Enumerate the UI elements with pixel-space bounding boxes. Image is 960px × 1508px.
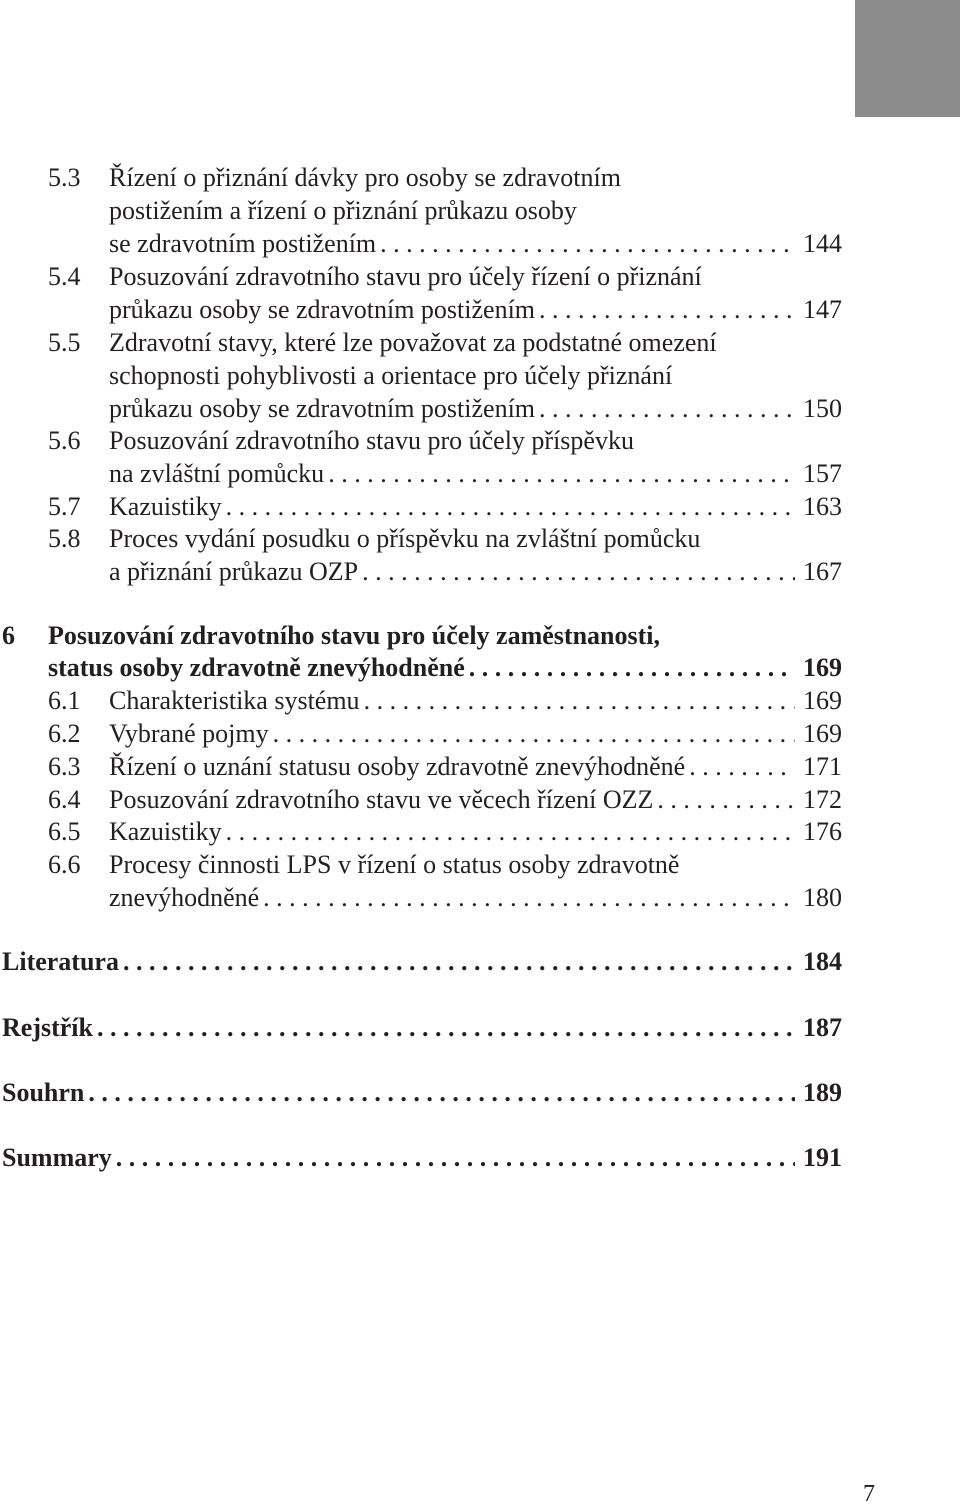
toc-page-number: 157	[795, 457, 842, 491]
dot-leader	[539, 293, 795, 327]
toc-title: se zdravotním postižením	[109, 227, 380, 261]
dot-leader	[123, 945, 795, 979]
page-number: 7	[863, 1481, 875, 1507]
toc-number: 6.4	[48, 785, 81, 814]
toc-title: Proces vydání posudku o příspěvku na zvláštní pomůcku	[109, 524, 701, 553]
toc-entry-literatura[interactable]	[0, 945, 842, 979]
toc-title: a přiznání průkazu OZP	[109, 555, 362, 589]
dot-leader	[263, 881, 795, 915]
toc-page-number: 171	[795, 750, 842, 784]
toc-entry-5-8-line1	[0, 522, 842, 556]
toc-entry-5-3-line1	[0, 161, 842, 195]
toc-entry-5-4-line1	[0, 260, 842, 294]
toc-entry-6-5[interactable]	[0, 815, 842, 849]
toc-title: Řízení o přiznání dávky pro osoby se zdravotním	[109, 163, 621, 192]
toc-number: 5.8	[48, 524, 81, 553]
dot-leader	[689, 750, 795, 784]
toc-chapter-title: Souhrn	[2, 1076, 88, 1110]
dot-leader	[273, 717, 795, 751]
toc-chapter-title: Posuzování zdravotního stavu pro účely zaměstnanosti,	[48, 621, 660, 650]
toc-entry-5-5-line1	[0, 326, 842, 360]
toc-chapter-6-line2[interactable]	[0, 651, 842, 685]
toc-chapter-title: Summary	[2, 1141, 116, 1175]
toc-page-number: 187	[795, 1011, 842, 1045]
toc-entry-6-1[interactable]	[0, 684, 842, 718]
toc-page-number: 169	[795, 651, 842, 685]
toc-page-number: 191	[795, 1141, 842, 1175]
toc-number: 5.3	[48, 163, 81, 192]
toc-number: 5.6	[48, 426, 81, 455]
toc-entry-5-3-line2	[0, 194, 842, 228]
toc-number: 5.4	[48, 262, 81, 291]
toc-entry-6-6-line1	[0, 848, 842, 882]
dot-leader	[116, 1141, 795, 1175]
toc-page-number: 189	[795, 1076, 842, 1110]
toc-page-number: 163	[795, 490, 842, 524]
toc-entry-6-3[interactable]	[0, 750, 842, 784]
dot-leader	[226, 490, 795, 524]
toc-title: Kazuistiky	[109, 490, 226, 524]
toc-chapter-title: Literatura	[2, 945, 123, 979]
dot-leader	[539, 392, 795, 426]
toc-title: průkazu osoby se zdravotním postižením	[109, 293, 539, 327]
toc-number: 6.2	[48, 719, 81, 748]
toc-page-number: 147	[795, 293, 842, 327]
toc-page-number: 167	[795, 555, 842, 589]
dot-leader	[362, 555, 795, 589]
dot-leader	[469, 651, 795, 685]
toc-entry-5-5-line2	[0, 359, 842, 393]
toc-entry-5-4-line2[interactable]	[0, 293, 842, 327]
toc-page-number: 150	[795, 392, 842, 426]
toc-chapter-title: status osoby zdravotně znevýhodněné	[48, 651, 469, 685]
toc-entry-5-6-line2[interactable]	[0, 457, 842, 491]
toc-entry-souhrn[interactable]	[0, 1076, 842, 1110]
toc-number: 6.3	[48, 752, 81, 781]
dot-leader	[364, 684, 795, 718]
toc-entry-5-6-line1	[0, 424, 842, 458]
dot-leader	[657, 783, 795, 817]
toc-title: Charakteristika systému	[109, 684, 364, 718]
toc-page-number: 172	[795, 783, 842, 817]
toc-chapter-title: Rejstřík	[2, 1011, 97, 1045]
dot-leader	[88, 1076, 795, 1110]
toc-title: Řízení o uznání statusu osoby zdravotně znevýhodněné	[109, 750, 689, 784]
chapter-tab-marker	[855, 0, 960, 117]
toc-number: 6.5	[48, 817, 81, 846]
toc-title: Posuzování zdravotního stavu pro účely příspěvku	[109, 426, 634, 455]
toc-page-number: 184	[795, 945, 842, 979]
toc-entry-5-5-line3[interactable]	[0, 392, 842, 426]
toc-page-number: 144	[795, 227, 842, 261]
dot-leader	[328, 457, 795, 491]
toc-page-number: 169	[795, 717, 842, 751]
toc-chapter-number: 6	[2, 621, 15, 650]
toc-entry-summary[interactable]	[0, 1141, 842, 1175]
toc-entry-5-7[interactable]	[0, 490, 842, 524]
toc-title: postižením a řízení o přiznání průkazu osoby	[109, 196, 577, 225]
toc-number: 6.1	[48, 686, 81, 715]
toc-title: znevýhodněné	[109, 881, 263, 915]
toc-entry-6-2[interactable]	[0, 717, 842, 751]
toc-title: Posuzování zdravotního stavu pro účely řízení o přiznání	[109, 262, 702, 291]
toc-chapter-6-line1	[0, 619, 842, 653]
toc-title: Vybrané pojmy	[109, 717, 273, 751]
dot-leader	[226, 815, 795, 849]
toc-title: Zdravotní stavy, které lze považovat za podstatné omezení	[109, 328, 717, 357]
toc-title: Kazuistiky	[109, 815, 226, 849]
toc-entry-5-8-line2[interactable]	[0, 555, 842, 589]
toc-title: schopnosti pohyblivosti a orientace pro účely přiznání	[109, 361, 673, 390]
toc-title: Posuzování zdravotního stavu ve věcech řízení OZZ	[109, 783, 657, 817]
toc-page-number: 176	[795, 815, 842, 849]
dot-leader	[97, 1011, 795, 1045]
toc-entry-5-3-line3[interactable]	[0, 227, 842, 261]
toc-number: 6.6	[48, 850, 81, 879]
toc-title: průkazu osoby se zdravotním postižením	[109, 392, 539, 426]
dot-leader	[380, 227, 795, 261]
toc-entry-6-4[interactable]	[0, 783, 842, 817]
toc-entry-6-6-line2[interactable]	[0, 881, 842, 915]
toc-page-number: 180	[795, 881, 842, 915]
toc-entry-rejstrik[interactable]	[0, 1011, 842, 1045]
toc-number: 5.7	[48, 492, 81, 521]
toc-title: na zvláštní pomůcku	[109, 457, 328, 491]
toc-title: Procesy činnosti LPS v řízení o status osoby zdravotně	[109, 850, 680, 879]
toc-page-number: 169	[795, 684, 842, 718]
toc-number: 5.5	[48, 328, 81, 357]
